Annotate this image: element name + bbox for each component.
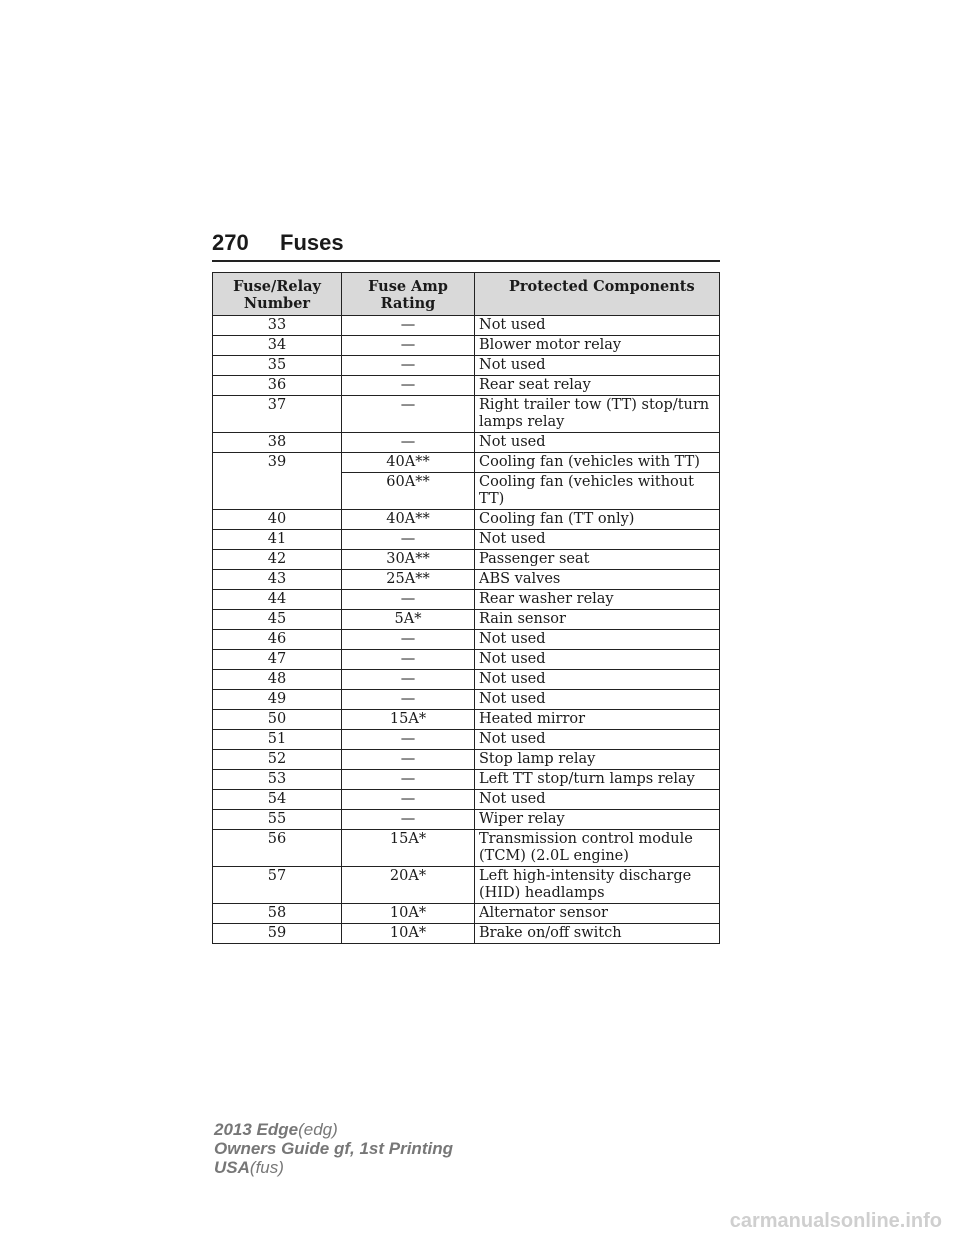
amp-rating-cell: 30A**: [342, 550, 475, 570]
protected-component-cell: Left TT stop/turn lamps relay: [475, 770, 720, 790]
table-row: [213, 770, 720, 790]
amp-rating-cell: —: [342, 433, 475, 453]
amp-rating-cell: 25A**: [342, 570, 475, 590]
table-row: [213, 867, 720, 904]
protected-component-cell: Stop lamp relay: [475, 750, 720, 770]
protected-component-cell: Rear washer relay: [475, 590, 720, 610]
fuse-number-cell: 55: [213, 810, 342, 830]
fuse-number-cell: 47: [213, 650, 342, 670]
table-row: [213, 530, 720, 550]
page-header: [212, 228, 720, 258]
protected-component-cell: Cooling fan (vehicles without TT): [475, 473, 720, 510]
table-row: [213, 376, 720, 396]
footer-line-1: [214, 1120, 453, 1139]
amp-rating-cell: —: [342, 590, 475, 610]
table-row: [213, 356, 720, 376]
table-row: [213, 904, 720, 924]
fuse-number-cell: 44: [213, 590, 342, 610]
fuse-number-cell: 56: [213, 830, 342, 867]
fuse-number-cell: 53: [213, 770, 342, 790]
fuse-table-body: [213, 316, 720, 944]
fuse-number-cell: 36: [213, 376, 342, 396]
amp-rating-cell: —: [342, 750, 475, 770]
table-row: [213, 750, 720, 770]
amp-rating-cell: —: [342, 356, 475, 376]
header-rule: [212, 260, 720, 262]
protected-component-cell: Not used: [475, 670, 720, 690]
table-row: [213, 433, 720, 453]
amp-rating-cell: —: [342, 316, 475, 336]
fuse-number-cell: 35: [213, 356, 342, 376]
column-header-amp-rating: Fuse Amp Rating: [342, 273, 475, 316]
fuse-number-cell: 39: [213, 453, 342, 510]
table-row: [213, 510, 720, 530]
table-row: [213, 590, 720, 610]
fuse-number-cell: 59: [213, 924, 342, 944]
fuse-number-cell: 42: [213, 550, 342, 570]
protected-component-cell: Blower motor relay: [475, 336, 720, 356]
table-row: [213, 550, 720, 570]
protected-component-cell: Not used: [475, 530, 720, 550]
protected-component-cell: Wiper relay: [475, 810, 720, 830]
fuse-number-cell: 33: [213, 316, 342, 336]
fuse-number-cell: 57: [213, 867, 342, 904]
protected-component-cell: Left high-intensity discharge (HID) headlamps: [475, 867, 720, 904]
protected-component-cell: Not used: [475, 730, 720, 750]
table-row: [213, 690, 720, 710]
footer-model-tag: (edg): [298, 1120, 338, 1139]
protected-component-cell: Not used: [475, 690, 720, 710]
table-row: [213, 650, 720, 670]
column-header-fuse-number: Fuse/Relay Number: [213, 273, 342, 316]
section-title: Fuses: [280, 230, 344, 255]
document-footer: [214, 1120, 453, 1177]
amp-rating-cell: 40A**: [342, 453, 475, 473]
amp-rating-cell: 20A*: [342, 867, 475, 904]
table-row: [213, 610, 720, 630]
fuse-number-cell: 43: [213, 570, 342, 590]
amp-rating-cell: —: [342, 770, 475, 790]
table-row: [213, 316, 720, 336]
fuse-number-cell: 50: [213, 710, 342, 730]
amp-rating-cell: —: [342, 336, 475, 356]
amp-rating-cell: —: [342, 630, 475, 650]
fuse-number-cell: 46: [213, 630, 342, 650]
amp-rating-cell: 5A*: [342, 610, 475, 630]
fuse-number-cell: 51: [213, 730, 342, 750]
table-row: [213, 830, 720, 867]
footer-model: 2013 Edge: [214, 1120, 299, 1139]
table-header-row: [213, 273, 720, 316]
amp-rating-cell: 10A*: [342, 904, 475, 924]
protected-component-cell: Not used: [475, 316, 720, 336]
fuse-number-cell: 40: [213, 510, 342, 530]
amp-rating-cell: —: [342, 670, 475, 690]
fuse-number-cell: 38: [213, 433, 342, 453]
fuse-number-cell: 49: [213, 690, 342, 710]
amp-rating-cell: —: [342, 376, 475, 396]
protected-component-cell: Not used: [475, 650, 720, 670]
amp-rating-cell: 15A*: [342, 830, 475, 867]
table-row: [213, 790, 720, 810]
amp-rating-cell: —: [342, 730, 475, 750]
table-row: [213, 710, 720, 730]
protected-component-cell: Cooling fan (vehicles with TT): [475, 453, 720, 473]
fuse-number-cell: 37: [213, 396, 342, 433]
protected-component-cell: Passenger seat: [475, 550, 720, 570]
protected-component-cell: Transmission control module (TCM) (2.0L engine): [475, 830, 720, 867]
fuse-number-cell: 48: [213, 670, 342, 690]
table-row: [213, 730, 720, 750]
protected-component-cell: Not used: [475, 356, 720, 376]
fuse-number-cell: 54: [213, 790, 342, 810]
protected-component-cell: Brake on/off switch: [475, 924, 720, 944]
amp-rating-cell: 15A*: [342, 710, 475, 730]
protected-component-cell: Alternator sensor: [475, 904, 720, 924]
protected-component-cell: Heated mirror: [475, 710, 720, 730]
fuse-number-cell: 45: [213, 610, 342, 630]
amp-rating-cell: 60A**: [342, 473, 475, 510]
amp-rating-cell: 40A**: [342, 510, 475, 530]
table-row: [213, 670, 720, 690]
fuse-number-cell: 34: [213, 336, 342, 356]
table-row: [213, 396, 720, 433]
fuse-number-cell: 41: [213, 530, 342, 550]
fuse-number-cell: 52: [213, 750, 342, 770]
protected-component-cell: Rain sensor: [475, 610, 720, 630]
page-number: 270: [212, 230, 249, 255]
amp-rating-cell: —: [342, 396, 475, 433]
amp-rating-cell: —: [342, 650, 475, 670]
amp-rating-cell: —: [342, 790, 475, 810]
amp-rating-cell: —: [342, 810, 475, 830]
table-row: [213, 924, 720, 944]
footer-line-3: [214, 1158, 453, 1177]
footer-guide: Owners Guide gf, 1st Printing: [214, 1139, 453, 1158]
table-row: [213, 570, 720, 590]
amp-rating-cell: 10A*: [342, 924, 475, 944]
footer-line-2: [214, 1139, 453, 1158]
protected-component-cell: Cooling fan (TT only): [475, 510, 720, 530]
column-header-protected-components: Protected Components: [475, 273, 720, 316]
amp-rating-cell: —: [342, 690, 475, 710]
protected-component-cell: Not used: [475, 433, 720, 453]
protected-component-cell: Right trailer tow (TT) stop/turn lamps relay: [475, 396, 720, 433]
table-row: [213, 630, 720, 650]
watermark: carmanualsonline.info: [729, 1210, 942, 1232]
fuse-number-cell: 58: [213, 904, 342, 924]
fuse-table: [212, 272, 720, 944]
protected-component-cell: Not used: [475, 790, 720, 810]
table-row: [213, 336, 720, 356]
table-row: [213, 453, 720, 473]
footer-region: USA: [214, 1158, 250, 1177]
table-row: [213, 810, 720, 830]
footer-region-tag: (fus): [249, 1158, 284, 1177]
amp-rating-cell: —: [342, 530, 475, 550]
protected-component-cell: Not used: [475, 630, 720, 650]
protected-component-cell: Rear seat relay: [475, 376, 720, 396]
protected-component-cell: ABS valves: [475, 570, 720, 590]
